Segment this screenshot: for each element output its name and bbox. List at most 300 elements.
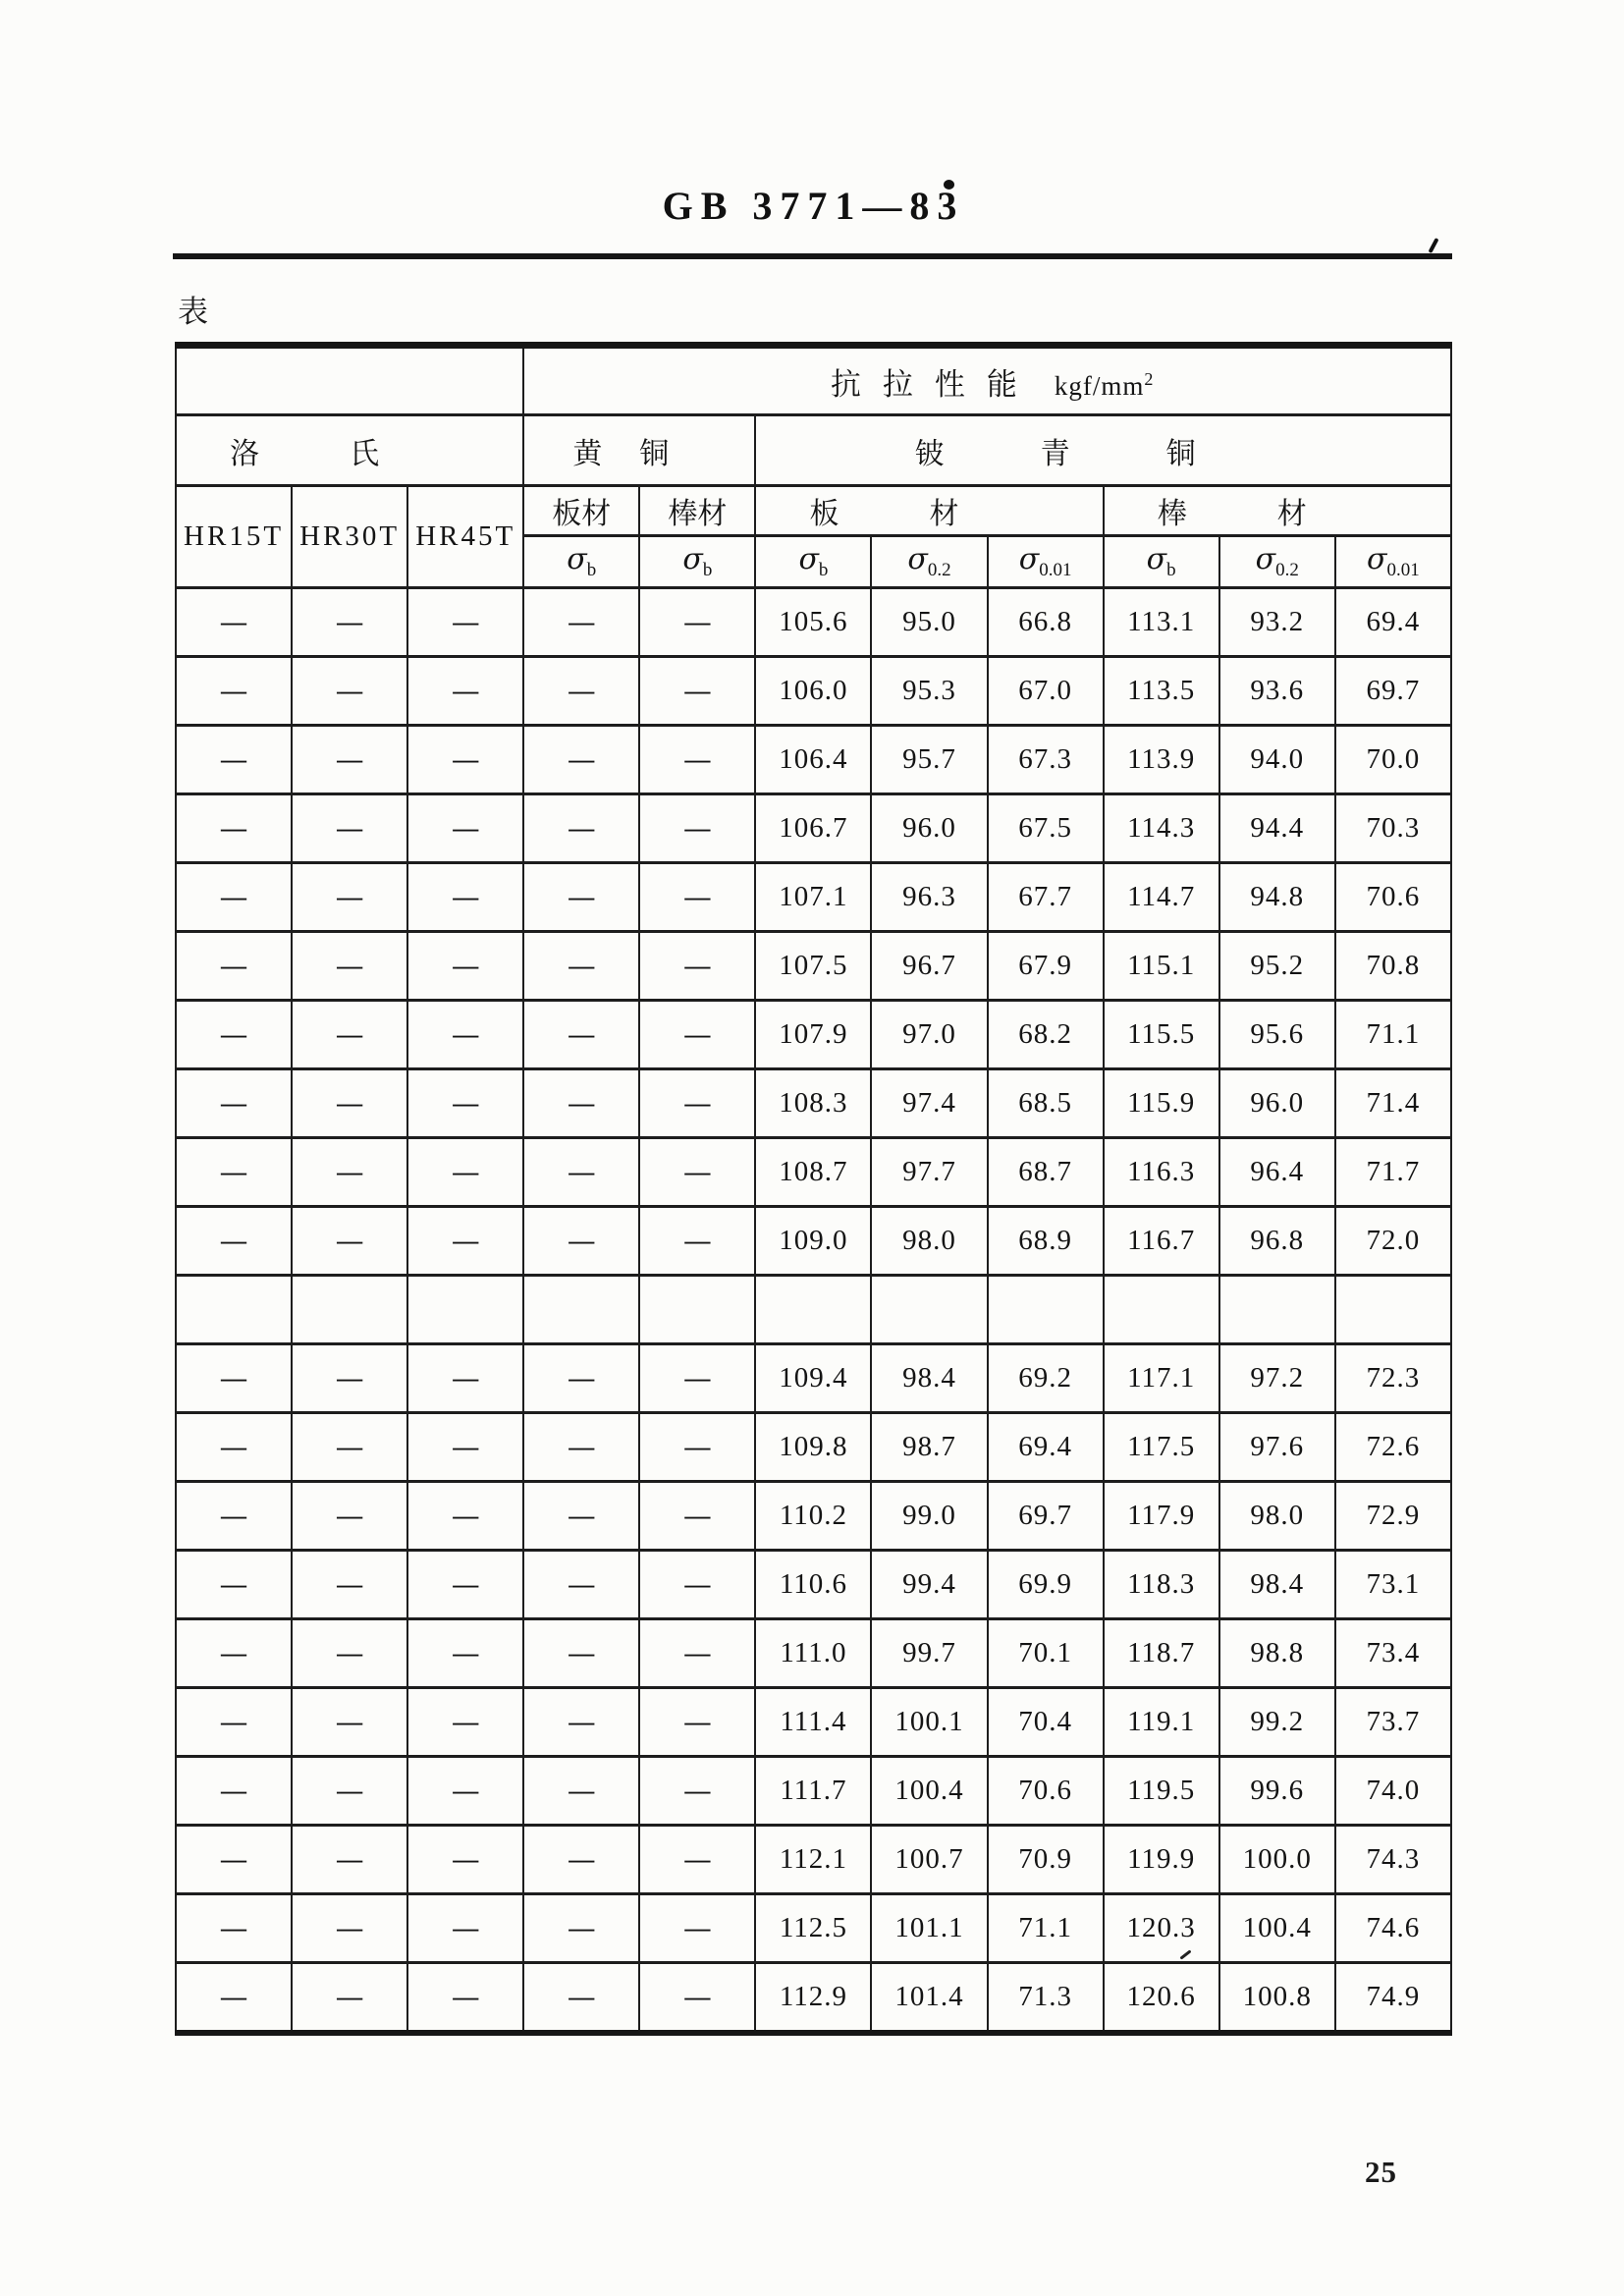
value-cell: 106.7: [755, 794, 871, 863]
dash-cell: —: [292, 1482, 407, 1551]
dash-cell: —: [292, 794, 407, 863]
value-cell: 93.6: [1219, 657, 1335, 726]
dash-cell: —: [639, 1551, 755, 1619]
dash-cell: —: [176, 1069, 292, 1138]
value-cell: 110.6: [755, 1551, 871, 1619]
empty-cell: [1335, 1276, 1451, 1344]
dash-cell: —: [407, 863, 523, 932]
dash-cell: —: [176, 1138, 292, 1207]
dash-cell: —: [639, 794, 755, 863]
dash-cell: —: [639, 1413, 755, 1482]
standard-number-title: GB 3771—83: [662, 184, 965, 228]
value-cell: 108.7: [755, 1138, 871, 1207]
value-cell: 100.4: [871, 1757, 987, 1826]
dash-cell: —: [292, 1826, 407, 1894]
table-row: [176, 1894, 1451, 1963]
sigma-symbol: σ: [567, 542, 587, 576]
value-cell: 109.4: [755, 1344, 871, 1413]
empty-cell: [407, 1276, 523, 1344]
sigma-symbol: σ: [1018, 542, 1040, 576]
dash-cell: —: [407, 1069, 523, 1138]
value-cell: 94.0: [1219, 726, 1335, 794]
sigma-subscript: b: [1166, 560, 1176, 580]
dash-cell: —: [407, 1138, 523, 1207]
column-header-hr30t: HR30T: [292, 486, 407, 588]
value-cell: 96.0: [871, 794, 987, 863]
dash-cell: —: [523, 1757, 639, 1826]
value-cell: 99.4: [871, 1551, 987, 1619]
value-cell: 96.7: [871, 932, 987, 1001]
value-cell: 70.0: [1335, 726, 1451, 794]
value-cell: 117.1: [1104, 1344, 1219, 1413]
dash-cell: —: [292, 1963, 407, 2034]
dash-cell: —: [407, 794, 523, 863]
value-cell: 114.7: [1104, 863, 1219, 932]
dash-cell: —: [292, 1551, 407, 1619]
value-cell: 74.0: [1335, 1757, 1451, 1826]
dash-cell: —: [176, 1207, 292, 1276]
value-cell: 108.3: [755, 1069, 871, 1138]
dash-cell: —: [639, 1757, 755, 1826]
sigma-subscript: b: [586, 560, 597, 580]
value-cell: 71.1: [1335, 1001, 1451, 1069]
dash-cell: —: [292, 726, 407, 794]
dash-cell: —: [407, 1894, 523, 1963]
dash-cell: —: [176, 1894, 292, 1963]
value-cell: 70.6: [1335, 863, 1451, 932]
value-cell: 112.9: [755, 1963, 871, 2034]
dash-cell: —: [523, 1207, 639, 1276]
dash-cell: —: [639, 1344, 755, 1413]
table-row: [176, 1207, 1451, 1276]
empty-cell: [523, 1276, 639, 1344]
dash-cell: —: [292, 657, 407, 726]
value-cell: 72.9: [1335, 1482, 1451, 1551]
brass-bar-header: 棒材: [639, 486, 755, 536]
table-row: [176, 1619, 1451, 1688]
dash-cell: —: [292, 1207, 407, 1276]
rockwell-group-header: 洛氏: [176, 415, 523, 486]
dash-cell: —: [523, 1963, 639, 2034]
header-row-tensile-title: [176, 346, 1451, 415]
dash-cell: —: [523, 1551, 639, 1619]
value-cell: 68.9: [988, 1207, 1104, 1276]
tensile-title-cell: [523, 346, 1451, 415]
dash-cell: —: [523, 1482, 639, 1551]
value-cell: 100.7: [871, 1826, 987, 1894]
tensile-properties-table: [175, 342, 1452, 2036]
dash-cell: —: [523, 1619, 639, 1688]
dash-cell: —: [176, 726, 292, 794]
dash-cell: —: [176, 1619, 292, 1688]
dash-cell: —: [639, 1207, 755, 1276]
value-cell: 99.6: [1219, 1757, 1335, 1826]
dash-cell: —: [523, 863, 639, 932]
value-cell: 71.3: [988, 1963, 1104, 2034]
value-cell: 67.5: [988, 794, 1104, 863]
value-cell: 71.4: [1335, 1069, 1451, 1138]
dash-cell: —: [523, 1413, 639, 1482]
value-cell: 116.3: [1104, 1138, 1219, 1207]
dash-cell: —: [292, 1344, 407, 1413]
value-cell: 95.2: [1219, 932, 1335, 1001]
dash-cell: —: [407, 1826, 523, 1894]
value-cell: 98.0: [871, 1207, 987, 1276]
dash-cell: —: [176, 657, 292, 726]
table-row: [176, 1963, 1451, 2034]
sigma-symbol: σ: [1367, 542, 1387, 576]
dash-cell: —: [639, 1688, 755, 1757]
value-cell: 73.7: [1335, 1688, 1451, 1757]
value-cell: 69.4: [988, 1413, 1104, 1482]
value-cell: 73.4: [1335, 1619, 1451, 1688]
dash-cell: —: [176, 1344, 292, 1413]
dash-cell: —: [523, 588, 639, 657]
value-cell: 100.0: [1219, 1826, 1335, 1894]
value-cell: 73.1: [1335, 1551, 1451, 1619]
dash-cell: —: [523, 726, 639, 794]
dash-cell: —: [523, 932, 639, 1001]
dash-cell: —: [176, 1963, 292, 2034]
sigma-symbol: σ: [1255, 542, 1276, 576]
dash-cell: —: [176, 1551, 292, 1619]
table-row: [176, 1413, 1451, 1482]
value-cell: 96.4: [1219, 1138, 1335, 1207]
value-cell: 117.9: [1104, 1482, 1219, 1551]
dash-cell: —: [639, 932, 755, 1001]
value-cell: 99.2: [1219, 1688, 1335, 1757]
dash-cell: —: [639, 1619, 755, 1688]
value-cell: 70.4: [988, 1688, 1104, 1757]
empty-cell: [292, 1276, 407, 1344]
dash-cell: —: [176, 1757, 292, 1826]
scan-artifact-tick: [1428, 238, 1438, 253]
value-cell: 69.4: [1335, 588, 1451, 657]
sigma-symbol: σ: [907, 542, 928, 576]
value-cell: 96.8: [1219, 1207, 1335, 1276]
dash-cell: —: [176, 1413, 292, 1482]
dash-cell: —: [292, 932, 407, 1001]
empty-cell: [639, 1276, 755, 1344]
sigma-header-bronze-bar-001: [1335, 536, 1451, 588]
dash-cell: —: [639, 1138, 755, 1207]
sigma-header-bronze-sheet-001: [988, 536, 1104, 588]
dash-cell: —: [523, 1001, 639, 1069]
value-cell: 70.9: [988, 1826, 1104, 1894]
dash-cell: —: [176, 1482, 292, 1551]
dash-cell: —: [292, 1894, 407, 1963]
value-cell: 69.9: [988, 1551, 1104, 1619]
table-row: [176, 1688, 1451, 1757]
title-rule: [173, 253, 1452, 259]
dash-cell: —: [639, 1826, 755, 1894]
tensile-title-text: 抗拉性能: [830, 366, 1039, 402]
brass-group-header: 黄铜: [523, 415, 755, 486]
value-cell: 71.7: [1335, 1138, 1451, 1207]
value-cell: 111.7: [755, 1757, 871, 1826]
table-row: [176, 794, 1451, 863]
value-cell: 98.7: [871, 1413, 987, 1482]
value-cell: 95.7: [871, 726, 987, 794]
dash-cell: —: [407, 1413, 523, 1482]
dash-cell: —: [523, 1344, 639, 1413]
dash-cell: —: [176, 863, 292, 932]
empty-spacer-row: [176, 1276, 1451, 1344]
value-cell: 118.7: [1104, 1619, 1219, 1688]
table-header: [176, 346, 1451, 588]
table-row: [176, 1482, 1451, 1551]
dash-cell: —: [407, 726, 523, 794]
page-number: 25: [1365, 2155, 1397, 2189]
unit-exponent: 2: [1144, 368, 1155, 389]
dash-cell: —: [292, 1688, 407, 1757]
value-cell: 98.0: [1219, 1482, 1335, 1551]
dash-cell: —: [292, 588, 407, 657]
dash-cell: —: [639, 726, 755, 794]
value-cell: 68.2: [988, 1001, 1104, 1069]
value-cell: 107.5: [755, 932, 871, 1001]
sigma-header-brass-bar-b: [639, 536, 755, 588]
dash-cell: —: [523, 1894, 639, 1963]
value-cell: 96.3: [871, 863, 987, 932]
empty-cell: [871, 1276, 987, 1344]
table-row: [176, 1069, 1451, 1138]
dash-cell: —: [523, 657, 639, 726]
value-cell: 112.1: [755, 1826, 871, 1894]
table-row: [176, 1344, 1451, 1413]
value-cell: 101.4: [871, 1963, 987, 2034]
column-header-hr15t: HR15T: [176, 486, 292, 588]
value-cell: 70.8: [1335, 932, 1451, 1001]
table-label: 表: [178, 295, 208, 329]
value-cell: 74.3: [1335, 1826, 1451, 1894]
value-cell: 101.1: [871, 1894, 987, 1963]
value-cell: 95.0: [871, 588, 987, 657]
sigma-subscript: 0.01: [1039, 560, 1072, 580]
column-header-hr45t: HR45T: [407, 486, 523, 588]
value-cell: 118.3: [1104, 1551, 1219, 1619]
dash-cell: —: [176, 932, 292, 1001]
sigma-symbol: σ: [1146, 542, 1167, 576]
value-cell: 100.8: [1219, 1963, 1335, 2034]
dash-cell: —: [292, 1413, 407, 1482]
value-cell: 111.0: [755, 1619, 871, 1688]
value-cell: 116.7: [1104, 1207, 1219, 1276]
value-cell: 115.1: [1104, 932, 1219, 1001]
sigma-header-bronze-bar-02: [1219, 536, 1335, 588]
dash-cell: —: [176, 1001, 292, 1069]
dash-cell: —: [292, 1757, 407, 1826]
dash-cell: —: [292, 1619, 407, 1688]
dash-cell: —: [176, 1826, 292, 1894]
dash-cell: —: [407, 1963, 523, 2034]
sigma-subscript: b: [702, 560, 713, 580]
dash-cell: —: [176, 588, 292, 657]
value-cell: 113.5: [1104, 657, 1219, 726]
value-cell: 97.7: [871, 1138, 987, 1207]
value-cell: 67.3: [988, 726, 1104, 794]
value-cell: 67.7: [988, 863, 1104, 932]
value-cell: 100.1: [871, 1688, 987, 1757]
unit-base: kgf/mm: [1054, 370, 1145, 401]
dash-cell: —: [639, 1069, 755, 1138]
dash-cell: —: [292, 1138, 407, 1207]
tensile-unit: [1054, 368, 1155, 401]
bronze-bar-header: 棒材: [1104, 486, 1451, 536]
table-body: [176, 588, 1451, 2034]
dash-cell: —: [407, 657, 523, 726]
dash-cell: —: [407, 1344, 523, 1413]
value-cell: 69.2: [988, 1344, 1104, 1413]
value-cell: 70.3: [1335, 794, 1451, 863]
value-cell: 98.4: [1219, 1551, 1335, 1619]
header-empty-cell: [176, 346, 523, 415]
dash-cell: —: [523, 1688, 639, 1757]
value-cell: 109.8: [755, 1413, 871, 1482]
value-cell: 94.8: [1219, 863, 1335, 932]
dash-cell: —: [292, 1069, 407, 1138]
sigma-subscript: 0.2: [927, 560, 951, 580]
header-row-product-forms: [176, 486, 1451, 536]
table-row: [176, 726, 1451, 794]
dash-cell: —: [407, 1001, 523, 1069]
dash-cell: —: [407, 1619, 523, 1688]
value-cell: 99.0: [871, 1482, 987, 1551]
sigma-symbol: σ: [682, 542, 703, 576]
dash-cell: —: [407, 1551, 523, 1619]
table-row: [176, 588, 1451, 657]
value-cell: 68.5: [988, 1069, 1104, 1138]
value-cell: 119.9: [1104, 1826, 1219, 1894]
value-cell: 98.4: [871, 1344, 987, 1413]
value-cell: 95.6: [1219, 1001, 1335, 1069]
value-cell: 67.0: [988, 657, 1104, 726]
sigma-subscript: 0.2: [1275, 560, 1299, 580]
table-row: [176, 1757, 1451, 1826]
dash-cell: —: [639, 1963, 755, 2034]
value-cell: 72.6: [1335, 1413, 1451, 1482]
sigma-header-bronze-sheet-b: [755, 536, 871, 588]
value-cell: 107.9: [755, 1001, 871, 1069]
value-cell: 67.9: [988, 932, 1104, 1001]
dash-cell: —: [639, 588, 755, 657]
value-cell: 120.3: [1104, 1894, 1219, 1963]
bronze-sheet-header: 板材: [755, 486, 1103, 536]
value-cell: 70.6: [988, 1757, 1104, 1826]
dash-cell: —: [523, 1069, 639, 1138]
dash-cell: —: [639, 1001, 755, 1069]
value-cell: 120.6: [1104, 1963, 1219, 2034]
dash-cell: —: [292, 1001, 407, 1069]
value-cell: 95.3: [871, 657, 987, 726]
value-cell: 97.2: [1219, 1344, 1335, 1413]
value-cell: 105.6: [755, 588, 871, 657]
table-row: [176, 863, 1451, 932]
value-cell: 114.3: [1104, 794, 1219, 863]
value-cell: 94.4: [1219, 794, 1335, 863]
value-cell: 74.6: [1335, 1894, 1451, 1963]
dash-cell: —: [292, 863, 407, 932]
brass-sheet-header: 板材: [523, 486, 639, 536]
value-cell: 119.1: [1104, 1688, 1219, 1757]
dash-cell: —: [407, 588, 523, 657]
value-cell: 99.7: [871, 1619, 987, 1688]
table-row: [176, 932, 1451, 1001]
value-cell: 110.2: [755, 1482, 871, 1551]
value-cell: 100.4: [1219, 1894, 1335, 1963]
dash-cell: —: [176, 1688, 292, 1757]
value-cell: 96.0: [1219, 1069, 1335, 1138]
dash-cell: —: [523, 794, 639, 863]
sigma-symbol: σ: [798, 542, 819, 576]
sigma-header-brass-sheet-b: [523, 536, 639, 588]
value-cell: 106.0: [755, 657, 871, 726]
dash-cell: —: [639, 657, 755, 726]
value-cell: 109.0: [755, 1207, 871, 1276]
dash-cell: —: [523, 1138, 639, 1207]
empty-cell: [176, 1276, 292, 1344]
value-cell: 74.9: [1335, 1963, 1451, 2034]
value-cell: 72.3: [1335, 1344, 1451, 1413]
sigma-header-bronze-bar-b: [1104, 536, 1219, 588]
table-row: [176, 1826, 1451, 1894]
dash-cell: —: [407, 1757, 523, 1826]
value-cell: 107.1: [755, 863, 871, 932]
dash-cell: —: [176, 794, 292, 863]
value-cell: 69.7: [988, 1482, 1104, 1551]
value-cell: 115.9: [1104, 1069, 1219, 1138]
header-row-material-groups: [176, 415, 1451, 486]
value-cell: 68.7: [988, 1138, 1104, 1207]
value-cell: 97.0: [871, 1001, 987, 1069]
value-cell: 119.5: [1104, 1757, 1219, 1826]
empty-cell: [755, 1276, 871, 1344]
value-cell: 111.4: [755, 1688, 871, 1757]
dash-cell: —: [523, 1826, 639, 1894]
table-row: [176, 657, 1451, 726]
beryllium-bronze-group-header: 铍青铜: [755, 415, 1451, 486]
dash-cell: —: [407, 1688, 523, 1757]
value-cell: 113.9: [1104, 726, 1219, 794]
empty-cell: [988, 1276, 1104, 1344]
dash-cell: —: [639, 1894, 755, 1963]
dash-cell: —: [407, 1482, 523, 1551]
value-cell: 113.1: [1104, 588, 1219, 657]
value-cell: 112.5: [755, 1894, 871, 1963]
value-cell: 69.7: [1335, 657, 1451, 726]
value-cell: 66.8: [988, 588, 1104, 657]
dash-cell: —: [407, 932, 523, 1001]
sigma-subscript: b: [818, 560, 829, 580]
dash-cell: —: [639, 863, 755, 932]
value-cell: 97.6: [1219, 1413, 1335, 1482]
value-cell: 97.4: [871, 1069, 987, 1138]
empty-cell: [1104, 1276, 1219, 1344]
value-cell: 72.0: [1335, 1207, 1451, 1276]
value-cell: 71.1: [988, 1894, 1104, 1963]
value-cell: 93.2: [1219, 588, 1335, 657]
value-cell: 70.1: [988, 1619, 1104, 1688]
value-cell: 98.8: [1219, 1619, 1335, 1688]
table-row: [176, 1551, 1451, 1619]
value-cell: 106.4: [755, 726, 871, 794]
value-cell: 115.5: [1104, 1001, 1219, 1069]
value-cell: 117.5: [1104, 1413, 1219, 1482]
table-row: [176, 1001, 1451, 1069]
empty-cell: [1219, 1276, 1335, 1344]
dash-cell: —: [639, 1482, 755, 1551]
sigma-subscript: 0.01: [1386, 560, 1420, 580]
